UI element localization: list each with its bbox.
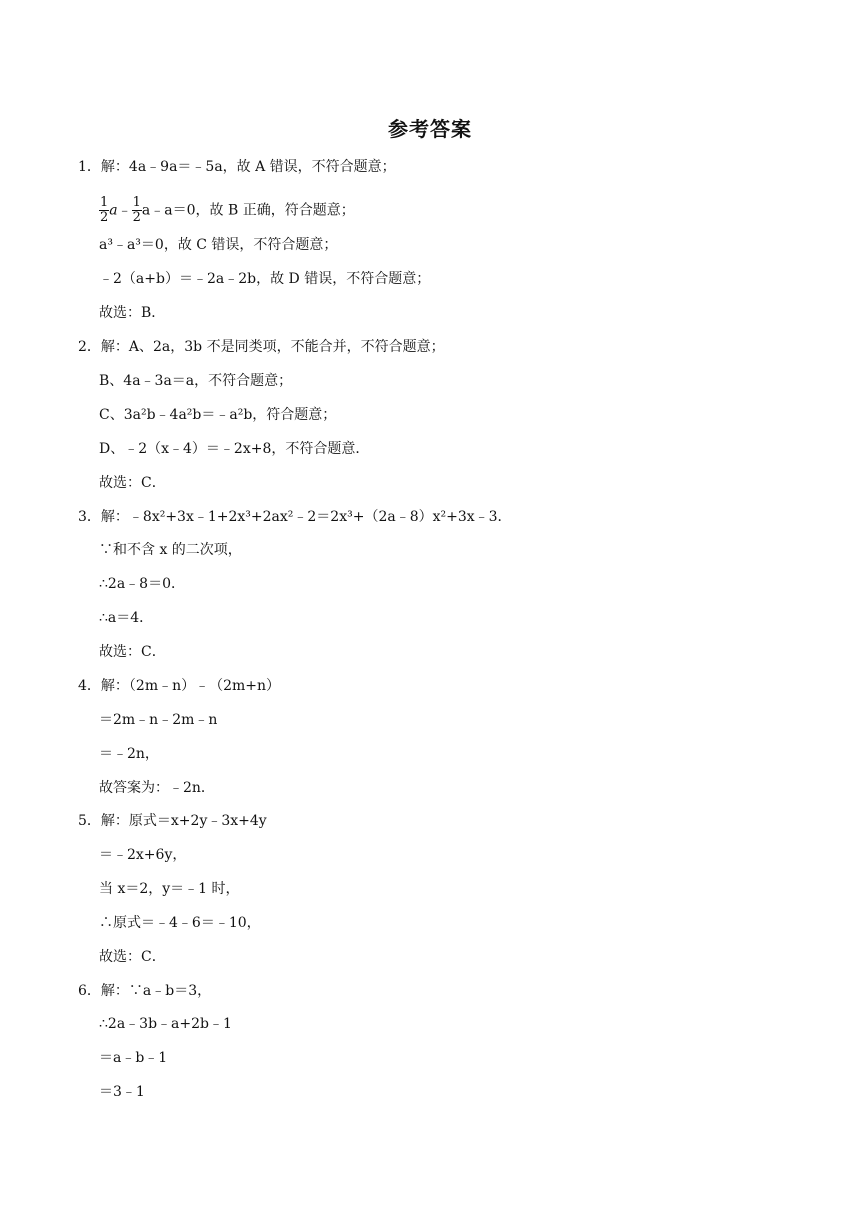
answer-3-line-4: ∴a＝4． [99, 610, 154, 626]
answer-3-line-3: ∴2a﹣8＝0． [99, 576, 185, 592]
answer-5-line-4: ∴原式＝﹣4﹣6＝﹣10， [99, 915, 261, 931]
answer-2-line-1: 2．解：A、2a，3b 不是同类项，不能合并，不符合题意； [78, 339, 445, 355]
answer-1-choice: 故选：B． [99, 305, 166, 321]
fraction-denominator: 2 [132, 210, 141, 225]
fraction-half-2 [132, 196, 142, 225]
answer-6-line-2: ∴2a﹣3b﹣a+2b﹣1 [99, 1016, 232, 1032]
answer-3-line-2: ∵和不含 x 的二次项， [99, 542, 242, 558]
fraction-numerator: 1 [132, 195, 141, 210]
answer-6-line-1: 6．解：∵a﹣b＝3， [78, 983, 212, 999]
answer-1-line-3: a³﹣a³＝0，故 C 错误，不符合题意； [99, 237, 338, 253]
fraction-half-1 [99, 196, 109, 225]
answer-6-line-4: ＝3﹣1 [99, 1084, 145, 1100]
answer-1-line-1: 1．解：4a﹣9a＝﹣5a，故 A 错误，不符合题意； [78, 159, 396, 175]
answer-2-line-2: B、4a﹣3a＝a，不符合题意； [99, 373, 293, 389]
answer-1-line-2: $\frac{1}{2}$ a﹣ $\frac{1}{2}$ a﹣a＝0，故 B 正确，符合题意； [100, 195, 355, 225]
answer-3-line-1: 3．解：﹣8x²+3x﹣1+2x³+2ax²﹣2＝2x³+（2a﹣8）x²+3x﹣3． [78, 509, 512, 525]
answer-4-result: 故答案为：﹣2n． [99, 780, 215, 796]
answer-4-line-1: 4．解：（2m﹣n）﹣（2m+n） [78, 678, 281, 694]
fraction-numerator: 1 [100, 195, 109, 210]
answer-2-line-3: C、3a²b﹣4a²b＝﹣a²b，符合题意； [99, 407, 337, 423]
answer-1-line-2-rest: a﹣a＝0，故 B 正确，符合题意； [141, 202, 355, 219]
answer-2-line-4: D、﹣2（x﹣4）＝﹣2x+8，不符合题意． [99, 441, 370, 457]
answer-5-choice: 故选：C． [99, 949, 166, 965]
answer-5-line-3: 当 x＝2，y＝﹣1 时， [99, 881, 240, 897]
answer-6-line-3: ＝a﹣b﹣1 [99, 1050, 168, 1066]
answer-2-choice: 故选：C． [99, 475, 166, 491]
fraction-denominator: 2 [100, 210, 109, 225]
answer-1-line-4: ﹣2（a+b）＝﹣2a﹣2b，故 D 错误，不符合题意； [99, 271, 431, 287]
answer-3-choice: 故选：C． [99, 644, 166, 660]
answer-5-line-2: ＝﹣2x+6y， [99, 847, 187, 863]
answer-4-line-2: ＝2m﹣n﹣2m﹣n [99, 712, 218, 728]
page-title: 参考答案 [388, 117, 472, 141]
answer-4-line-3: ＝﹣2n， [99, 746, 159, 762]
answer-5-line-1: 5．解：原式＝x+2y﹣3x+4y [78, 813, 267, 829]
